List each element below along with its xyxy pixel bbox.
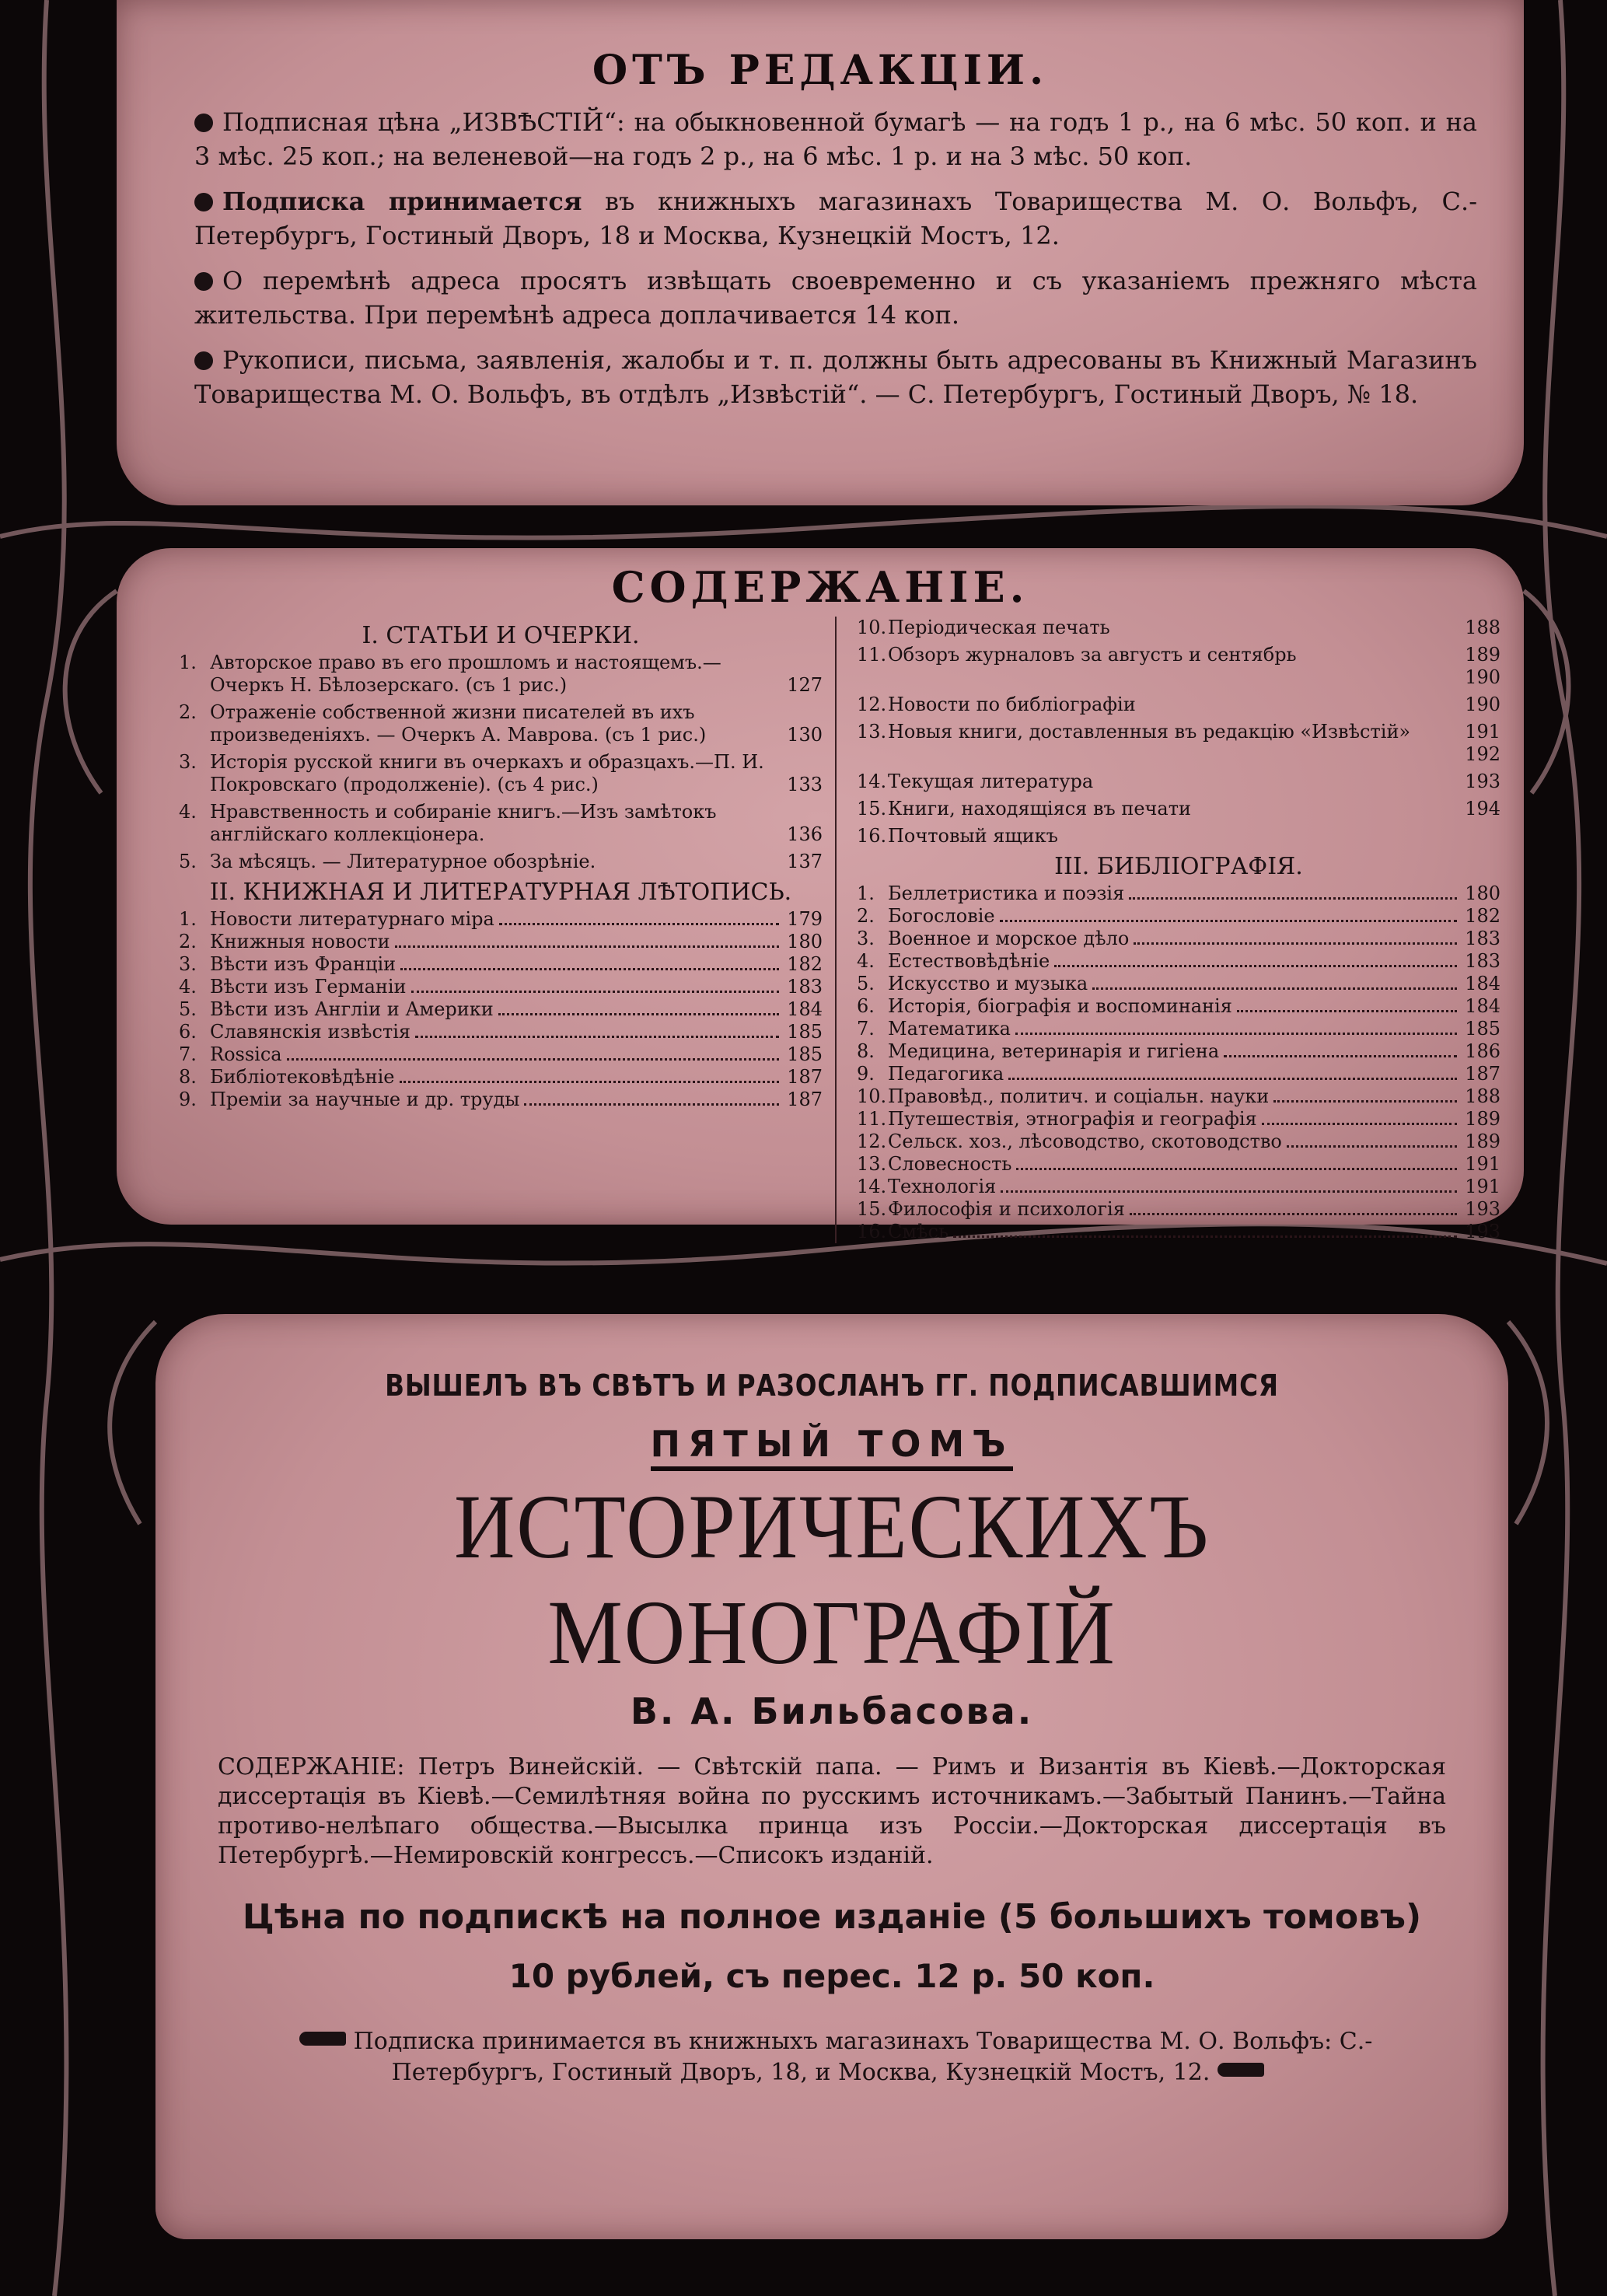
entry-number: 13. xyxy=(857,1153,887,1175)
entry-title: Философія и психологія xyxy=(888,1198,1125,1220)
entry-number: 9. xyxy=(857,1063,875,1085)
entry-page: 187 xyxy=(787,1089,823,1110)
entry-title: Исторія, біографія и воспоминанія xyxy=(888,995,1232,1017)
entry-title: Нравственность и собираніе книгъ.—Изъ замѣтокъ англійскаго коллекціонера. xyxy=(210,801,717,845)
contents-entry xyxy=(179,1043,823,1066)
contents-entry xyxy=(179,851,823,873)
entry-number: 2. xyxy=(179,931,197,952)
contents-entry xyxy=(179,931,823,953)
leader-dots xyxy=(395,945,779,948)
leader-dots xyxy=(1092,987,1457,990)
entry-number: 11. xyxy=(857,1108,887,1130)
contents-entry xyxy=(857,1018,1500,1040)
bullet-icon xyxy=(194,272,213,291)
entry-page: 193 xyxy=(1465,771,1500,792)
contents-entry xyxy=(179,1066,823,1089)
contents-entry xyxy=(857,1198,1500,1221)
advert-title: ИСТОРИЧЕСКИХЪ МОНОГРАФІЙ xyxy=(454,1476,1210,1683)
entry-number: 5. xyxy=(857,973,875,994)
entry-number: 14. xyxy=(857,771,887,792)
entry-number: 16. xyxy=(857,1221,887,1242)
entry-page: 188 xyxy=(1465,617,1500,638)
entry-page: 191 192 xyxy=(1465,721,1500,765)
entry-title: Вѣсти изъ Германіи xyxy=(210,976,407,998)
entry-title: Сельск. хоз., лѣсоводство, скотоводство xyxy=(888,1131,1282,1152)
advert-subscription: Подписка принимается въ книжныхъ магазинахъ Товарищества М. О. Вольфъ: С.-Петербургъ, Гостиный Дворъ, 18, и Москва, Кузнецкій Мостъ, 12. xyxy=(218,2026,1446,2088)
entry-title: Медицина, ветеринарія и гигіена xyxy=(888,1040,1220,1062)
contents-entry xyxy=(857,694,1500,716)
entry-page: 185 xyxy=(787,1043,823,1065)
contents-entry xyxy=(857,973,1500,995)
entry-number: 10. xyxy=(857,1085,887,1107)
entry-page: 189 xyxy=(1465,1108,1500,1130)
contents-entry xyxy=(179,701,823,746)
contents-entry xyxy=(857,882,1500,905)
contents-entry xyxy=(857,1063,1500,1085)
leader-dots xyxy=(415,1036,779,1038)
entry-page: 184 xyxy=(787,998,823,1020)
contents-entry xyxy=(857,1108,1500,1131)
entry-page: 191 xyxy=(1465,1153,1500,1175)
entry-page: 183 xyxy=(787,976,823,998)
entry-title: Книги, находящіяся въ печати xyxy=(888,798,1191,820)
entry-title: За мѣсяцъ. — Литературное обозрѣніе. xyxy=(210,851,596,872)
entry-number: 7. xyxy=(179,1043,197,1065)
entry-title: Новыя книги, доставленныя въ редакцію «Извѣстій» xyxy=(888,721,1411,743)
entry-number: 16. xyxy=(857,825,887,847)
leader-dots xyxy=(1000,920,1457,922)
contents-heading: СОДЕРЖАНІЕ. xyxy=(611,562,1029,612)
leader-dots xyxy=(498,1013,779,1015)
entry-title: Періодическая печать xyxy=(888,617,1110,638)
section2-continued-list xyxy=(857,617,1500,847)
contents-entry xyxy=(857,1176,1500,1198)
advert-contents-text: Петръ Винейскій. — Свѣтскій папа. — Римъ и Византія въ Кіевѣ.—Докторская диссертація въ Кіевѣ.—Семилѣтняя война по русскимъ источникамъ.—Забытый Панинъ.—Тайна противо-нелѣпаго общества.—Высылка принца изъ Россіи.—Докторская диссертація въ Петербургѣ.—Немировскій конгрессъ.—Списокъ изданій. xyxy=(218,1753,1446,1869)
leader-dots xyxy=(1224,1055,1457,1057)
entry-number: 15. xyxy=(857,1198,887,1220)
entry-title: Отраженіе собственной жизни писателей въ ихъ произведеніяхъ. — Очеркъ А. Маврова. (съ 1 рис.) xyxy=(210,701,707,746)
editorial-item: Рукописи, письма, заявленія, жалобы и т. п. должны быть адресованы въ Книжный Магазинъ Товарищества М. О. Вольфъ, въ отдѣлъ „Извѣстій“. — С. Петербургъ, Гостиный Дворъ, № 18. xyxy=(194,345,1477,409)
entry-number: 1. xyxy=(857,882,875,904)
entry-number: 4. xyxy=(857,950,875,972)
contents-entry xyxy=(857,644,1500,689)
leader-dots xyxy=(1015,1033,1457,1035)
entry-number: 4. xyxy=(179,801,197,823)
contents-entry xyxy=(179,652,823,697)
entry-page: 183 xyxy=(1465,950,1500,972)
entry-number: 3. xyxy=(179,751,197,773)
entry-number: 3. xyxy=(179,953,197,975)
bullet-icon xyxy=(194,114,213,132)
entry-number: 2. xyxy=(179,701,197,723)
contents-panel xyxy=(117,548,1524,1242)
entry-title: Авторское право въ его прошломъ и настоящемъ.—Очеркъ Н. Бѣлозерскаго. (съ 1 рис.) xyxy=(210,652,721,696)
contents-entry xyxy=(179,953,823,976)
entry-number: 15. xyxy=(857,798,887,820)
entry-number: 6. xyxy=(857,995,875,1017)
leader-dots xyxy=(953,1235,1457,1238)
entry-page: 136 xyxy=(787,823,823,845)
leader-dots xyxy=(1001,1190,1457,1193)
contents-entry xyxy=(857,617,1500,639)
contents-entry xyxy=(179,751,823,796)
entry-title: Книжныя новости xyxy=(210,931,390,952)
entry-number: 4. xyxy=(179,976,197,998)
section3-list xyxy=(857,882,1500,1243)
entry-number: 10. xyxy=(857,617,887,638)
section2-list xyxy=(179,908,823,1111)
entry-title: Богословіе xyxy=(888,905,995,927)
contents-entry xyxy=(857,1131,1500,1153)
entry-number: 3. xyxy=(857,928,875,949)
editorial-item: О перемѣнѣ адреса просятъ извѣщать своевременно и съ указаніемъ прежняго мѣста жительства. При перемѣнѣ адреса доплачивается 14 коп. xyxy=(194,266,1477,330)
entry-number: 13. xyxy=(857,721,887,743)
entry-page: 182 xyxy=(1465,905,1500,927)
entry-page: 179 xyxy=(787,908,823,930)
contents-right-column xyxy=(837,617,1500,1243)
section-title: II. КНИЖНАЯ И ЛИТЕРАТУРНАЯ ЛѢТОПИСЬ. xyxy=(209,879,792,906)
entry-title: Беллетристика и поэзія xyxy=(888,882,1125,904)
leader-dots xyxy=(499,923,779,925)
entry-number: 5. xyxy=(179,851,197,872)
bullet-icon xyxy=(194,193,213,211)
entry-page: 130 xyxy=(787,724,823,746)
contents-entry xyxy=(179,1089,823,1111)
advert-lead: ВЫШЕЛЪ ВЪ СВѢТЪ И РАЗОСЛАНЪ ГГ. ПОДПИСАВШИМСЯ xyxy=(385,1368,1279,1403)
leader-dots xyxy=(411,991,779,993)
entry-page: 191 xyxy=(1465,1176,1500,1197)
entry-number: 8. xyxy=(857,1040,875,1062)
advert-author: В. А. Бильбасова. xyxy=(630,1690,1034,1732)
leader-dots xyxy=(1287,1145,1457,1148)
leader-dots xyxy=(1016,1168,1457,1170)
entry-page: 127 xyxy=(787,674,823,696)
entry-page: 193 xyxy=(1465,1221,1500,1242)
entry-number: 1. xyxy=(179,908,197,930)
entry-title: Текущая литература xyxy=(888,771,1094,792)
entry-page: 183 xyxy=(1465,928,1500,949)
entry-page: 193 xyxy=(1465,1198,1500,1220)
contents-entry xyxy=(179,998,823,1021)
contents-entry xyxy=(857,721,1500,766)
entry-page: 184 xyxy=(1465,995,1500,1017)
advert-contents-label: СОДЕРЖАНІЕ: xyxy=(218,1753,405,1781)
entry-title: Математика xyxy=(888,1018,1011,1040)
entry-title: Правовѣд., политич. и соціальн. науки xyxy=(888,1085,1270,1107)
contents-entry xyxy=(857,995,1500,1018)
leader-dots xyxy=(1008,1078,1457,1080)
contents-entry xyxy=(179,908,823,931)
entry-page: 137 xyxy=(787,851,823,872)
entry-number: 7. xyxy=(857,1018,875,1040)
entry-page: 190 xyxy=(1465,694,1500,715)
advert-price-line: Цѣна по подпискѣ на полное изданіе (5 большихъ томовъ) xyxy=(242,1897,1422,1937)
advert-panel xyxy=(155,1314,1508,2239)
entry-number: 5. xyxy=(179,998,197,1020)
advert-contents xyxy=(218,1753,1446,1871)
editorial-heading: ОТЪ РЕДАКЦІИ. xyxy=(592,47,1049,94)
contents-entry xyxy=(857,1221,1500,1243)
leader-dots xyxy=(1262,1123,1457,1125)
entry-page: 186 xyxy=(1465,1040,1500,1062)
advert-volume: ПЯТЫЙ ТОМЪ xyxy=(155,1423,1508,1465)
leader-dots xyxy=(1273,1100,1457,1103)
section-title: I. СТАТЬИ И ОЧЕРКИ. xyxy=(362,622,640,649)
entry-page: 189 xyxy=(1465,1131,1500,1152)
entry-number: 11. xyxy=(857,644,887,666)
entry-number: 6. xyxy=(179,1021,197,1043)
editorial-panel xyxy=(117,0,1524,505)
entry-page: 182 xyxy=(787,953,823,975)
entry-number: 12. xyxy=(857,694,887,715)
entry-page: 187 xyxy=(787,1066,823,1088)
entry-page: 188 xyxy=(1465,1085,1500,1107)
editorial-item: Подписная цѣна „ИЗВѢСТІЙ“: на обыкновенной бумагѣ — на годъ 1 р., на 6 мѣс. 50 коп. и на 3 мѣс. 25 коп.; на веленевой—на годъ 2 р., на 6 мѣс. 1 р. и на 3 мѣс. 50 коп. xyxy=(194,107,1477,171)
leader-dots xyxy=(1237,1010,1457,1012)
pointing-hand-icon xyxy=(299,2032,346,2046)
contents-entry xyxy=(857,928,1500,950)
section1-list xyxy=(179,652,823,873)
entry-title: Библіотековѣдѣніе xyxy=(210,1066,395,1088)
advert-price-amount: 10 рублей, съ перес. 12 р. 50 коп. xyxy=(508,1957,1155,1995)
entry-page: 180 xyxy=(787,931,823,952)
leader-dots xyxy=(1130,1213,1457,1215)
entry-title: Rossica xyxy=(210,1043,282,1065)
contents-entry xyxy=(857,825,1500,847)
entry-title: Словесность xyxy=(888,1153,1012,1175)
entry-number: 2. xyxy=(857,905,875,927)
entry-title: Новости по библіографіи xyxy=(888,694,1136,715)
entry-number: 9. xyxy=(179,1089,197,1110)
pointing-hand-icon xyxy=(1217,2063,1264,2077)
entry-title: Новости литературнаго міра xyxy=(210,908,494,930)
contents-columns xyxy=(179,617,1500,1243)
editorial-item: Подписка принимается въ книжныхъ магазинахъ Товарищества М. О. Вольфъ, С.-Петербургъ, Гостиный Дворъ, 18 и Москва, Кузнецкій Мостъ, 12. xyxy=(194,187,1477,250)
contents-entry xyxy=(857,1153,1500,1176)
contents-entry xyxy=(179,1021,823,1043)
entry-title: Обзоръ журналовъ за августъ и сентябрь xyxy=(888,644,1297,666)
contents-entry xyxy=(857,771,1500,793)
contents-entry xyxy=(857,1040,1500,1063)
entry-number: 1. xyxy=(179,652,197,673)
leader-dots xyxy=(400,968,779,970)
entry-page: 194 xyxy=(1465,798,1500,820)
leader-dots xyxy=(400,1081,780,1083)
leader-dots xyxy=(1134,942,1457,945)
entry-title: Искусство и музыка xyxy=(888,973,1088,994)
entry-title: Путешествія, этнографія и географія xyxy=(888,1108,1257,1130)
entry-number: 14. xyxy=(857,1176,887,1197)
entry-page: 185 xyxy=(787,1021,823,1043)
entry-number: 8. xyxy=(179,1066,197,1088)
leader-dots xyxy=(1129,897,1457,900)
section-title: III. БИБЛІОГРАФІЯ. xyxy=(1054,853,1303,880)
entry-title: Почтовый ящикъ xyxy=(888,825,1058,847)
entry-page: 187 xyxy=(1465,1063,1500,1085)
entry-page: 189 190 xyxy=(1465,644,1500,688)
leader-dots xyxy=(524,1103,779,1106)
leader-dots xyxy=(1054,965,1457,967)
contents-entry xyxy=(857,798,1500,820)
contents-entry xyxy=(857,1085,1500,1108)
entry-title: Технологія xyxy=(888,1176,997,1197)
contents-left-column xyxy=(179,617,837,1243)
entry-title: Исторія русской книги въ очеркахъ и образцахъ.—П. И. Покровскаго (продолженіе). (съ 4 рис.) xyxy=(210,751,764,795)
contents-entry xyxy=(179,801,823,846)
entry-page: 185 xyxy=(1465,1018,1500,1040)
entry-title: Преміи за научные и др. труды xyxy=(210,1089,520,1110)
contents-entry xyxy=(857,905,1500,928)
entry-page: 133 xyxy=(787,774,823,795)
entry-title: Военное и морское дѣло xyxy=(888,928,1130,949)
bullet-icon xyxy=(194,351,213,370)
entry-page: 184 xyxy=(1465,973,1500,994)
entry-title: Педагогика xyxy=(888,1063,1004,1085)
leader-dots xyxy=(287,1058,779,1061)
entry-number: 12. xyxy=(857,1131,887,1152)
entry-title: Вѣсти изъ Англіи и Америки xyxy=(210,998,494,1020)
contents-entry xyxy=(179,976,823,998)
entry-title: Вѣсти изъ Франціи xyxy=(210,953,397,975)
entry-title: Смѣсь xyxy=(888,1221,949,1242)
entry-title: Естествовѣдѣніе xyxy=(888,950,1050,972)
entry-title: Славянскія извѣстія xyxy=(210,1021,411,1043)
contents-entry xyxy=(857,950,1500,973)
entry-page: 180 xyxy=(1465,882,1500,904)
